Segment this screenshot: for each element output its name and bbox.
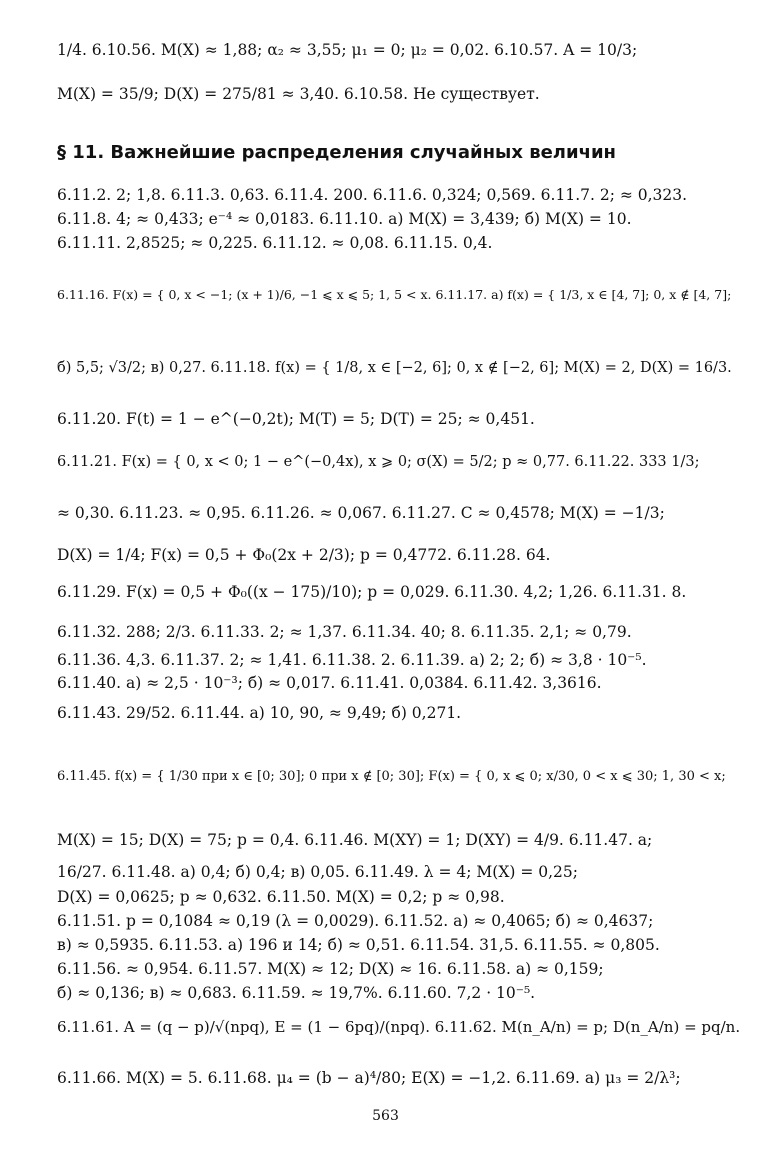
text-line: M(X) = 15; D(X) = 75; p = 0,4. 6.11.46. M(XY) = 1; D(XY) = 4/9. 6.11.47. a; xyxy=(57,831,653,849)
text-line: 6.11.32. 288; 2/3. 6.11.33. 2; ≈ 1,37. 6.11.34. 40; 8. 6.11.35. 2,1; ≈ 0,79. xyxy=(57,623,632,641)
text-line: 6.11.43. 29/52. 6.11.44. а) 10, 90, ≈ 9,49; б) 0,271. xyxy=(57,704,462,722)
section-heading: § 11. Важнейшие распределения случайных величин xyxy=(57,142,616,163)
text-line: 6.11.61. A = (q − p)/√(npq), E = (1 − 6pq)/(npq). 6.11.62. M(n_A/n) = p; D(n_A/n) = pq/n. xyxy=(57,1018,741,1036)
text-line: 6.11.29. F(x) = 0,5 + Φ₀((x − 175)/10); p = 0,029. 6.11.30. 4,2; 1,26. 6.11.31. 8. xyxy=(57,583,687,601)
text-line: 6.11.2. 2; 1,8. 6.11.3. 0,63. 6.11.4. 200. 6.11.6. 0,324; 0,569. 6.11.7. 2; ≈ 0,323. xyxy=(57,186,688,204)
text-line: 6.11.66. M(X) = 5. 6.11.68. μ₄ = (b − a)⁴/80; E(X) = −1,2. 6.11.69. а) μ₃ = 2/λ³; xyxy=(57,1069,681,1087)
text-line: D(X) = 1/4; F(x) = 0,5 + Φ₀(2x + 2/3); p = 0,4772. 6.11.28. 64. xyxy=(57,546,551,564)
text-line: б) 5,5; √3/2; в) 0,27. 6.11.18. f(x) = { 1/8, x ∈ [−2, 6]; 0, x ∉ [−2, 6]; M(X) = 2, D(X) = 16/3. xyxy=(57,360,732,376)
text-line: ≈ 0,30. 6.11.23. ≈ 0,95. 6.11.26. ≈ 0,067. 6.11.27. C ≈ 0,4578; M(X) = −1/3; xyxy=(57,504,665,522)
text-line: 6.11.21. F(x) = { 0, x < 0; 1 − e^(−0,4x), x ⩾ 0; σ(X) = 5/2; p ≈ 0,77. 6.11.22. 333 1/3; xyxy=(57,454,700,470)
text-line: в) ≈ 0,5935. 6.11.53. а) 196 и 14; б) ≈ 0,51. 6.11.54. 31,5. 6.11.55. ≈ 0,805. xyxy=(57,936,660,954)
text-line: 6.11.11. 2,8525; ≈ 0,225. 6.11.12. ≈ 0,08. 6.11.15. 0,4. xyxy=(57,234,493,252)
text-line: 6.11.40. а) ≈ 2,5 · 10⁻³; б) ≈ 0,017. 6.11.41. 0,0384. 6.11.42. 3,3616. xyxy=(57,674,602,692)
text-line: 6.11.51. p = 0,1084 ≈ 0,19 (λ = 0,0029). 6.11.52. а) ≈ 0,4065; б) ≈ 0,4637; xyxy=(57,912,654,930)
text-line: 6.11.56. ≈ 0,954. 6.11.57. M(X) ≈ 12; D(X) ≈ 16. 6.11.58. а) ≈ 0,159; xyxy=(57,960,604,978)
text-line: 6.11.20. F(t) = 1 − e^(−0,2t); M(T) = 5; D(T) = 25; ≈ 0,451. xyxy=(57,410,535,428)
text-line: M(X) = 35/9; D(X) = 275/81 ≈ 3,40. 6.10.58. Не существует. xyxy=(57,85,540,103)
text-line: 6.11.16. F(x) = { 0, x < −1; (x + 1)/6, −1 ⩽ x ⩽ 5; 1, 5 < x. 6.11.17. а) f(x) = { 1/3, x ∈ [4, 7]; 0, x ∉ [4, 7]; xyxy=(57,287,732,302)
text-line: б) ≈ 0,136; в) ≈ 0,683. 6.11.59. ≈ 19,7%. 6.11.60. 7,2 · 10⁻⁵. xyxy=(57,984,536,1002)
text-line: D(X) = 0,0625; p ≈ 0,632. 6.11.50. M(X) = 0,2; p ≈ 0,98. xyxy=(57,888,505,906)
text-line: 16/27. 6.11.48. а) 0,4; б) 0,4; в) 0,05. 6.11.49. λ = 4; M(X) = 0,25; xyxy=(57,863,578,881)
text-line: 6.11.45. f(x) = { 1/30 при x ∈ [0; 30]; 0 при x ∉ [0; 30]; F(x) = { 0, x ⩽ 0; x/30, 0 < x ⩽ 30; 1, 30 < x; xyxy=(57,769,726,784)
text-line: 1/4. 6.10.56. M(X) ≈ 1,88; α₂ ≈ 3,55; μ₁ = 0; μ₂ = 0,02. 6.10.57. A = 10/3; xyxy=(57,41,638,59)
text-line: 6.11.8. 4; ≈ 0,433; e⁻⁴ ≈ 0,0183. 6.11.10. а) M(X) = 3,439; б) M(X) = 10. xyxy=(57,210,632,228)
text-line: 6.11.36. 4,3. 6.11.37. 2; ≈ 1,41. 6.11.38. 2. 6.11.39. а) 2; 2; б) ≈ 3,8 · 10⁻⁵. xyxy=(57,651,647,669)
page-number: 563 xyxy=(372,1108,399,1124)
